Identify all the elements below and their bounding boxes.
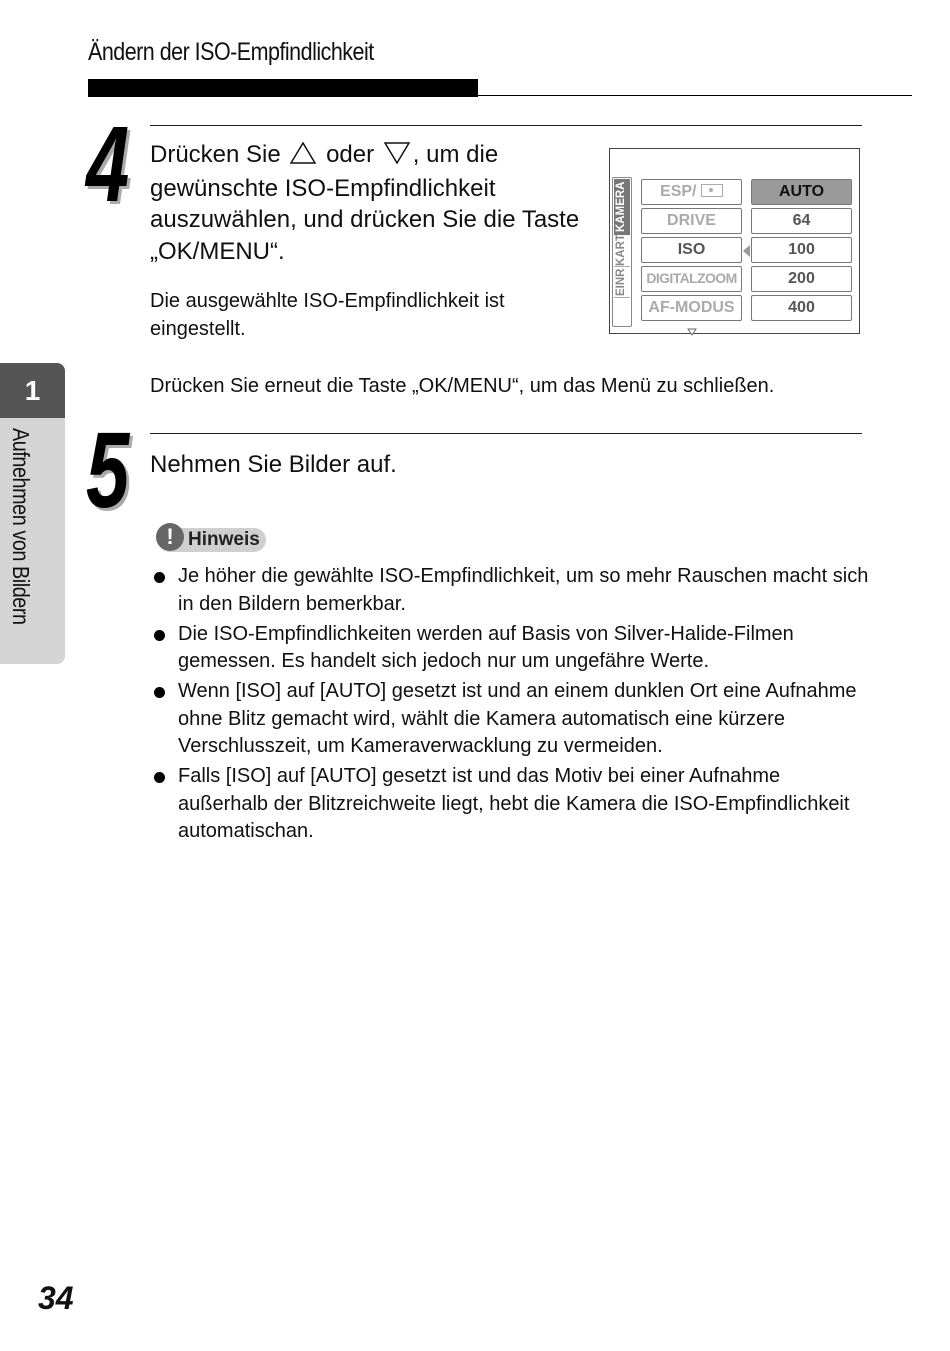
value-200: 200 (751, 266, 852, 292)
menu-item-af-modus: AF-MODUS (641, 295, 742, 321)
down-arrow-icon (384, 141, 410, 173)
menu-item-iso: ISO (641, 237, 742, 263)
step-4-instruction (150, 139, 580, 267)
menu-item-esp-label: ESP/ (660, 183, 697, 200)
menu-item-digitalzoom: DIGITALZOOM (641, 266, 742, 292)
menu-item-esp (641, 179, 742, 205)
step-4-text-part3: , um die gewünschte ISO-Empfindlichkeit auszuwählen, und drücken Sie die Taste „OK/MENU“. (150, 141, 580, 265)
tab-kamera: KAMERA (614, 179, 630, 235)
list-item: Wenn [ISO] auf [AUTO] gesetzt ist und an einem dunklen Ort eine Aufnahme ohne Blitz gemacht wird, wählt die Kamera automatisch eine kürzere Verschlusszeit, um Kameraverwacklung zu vermeiden. (150, 678, 870, 761)
camera-menu-screen (609, 148, 860, 334)
value-auto: AUTO (751, 179, 852, 205)
exclamation-icon: ! (156, 523, 184, 551)
selection-pointer-icon (743, 244, 750, 262)
chapter-label: Aufnehmen von Bildern (8, 428, 34, 625)
tab-kart: KART (614, 236, 630, 267)
step-4-rule (150, 125, 862, 126)
value-100: 100 (751, 237, 852, 263)
scroll-down-icon (687, 323, 697, 341)
step-4-text-part1: Drücken Sie (150, 141, 281, 168)
page-number: 34 (38, 1280, 74, 1316)
tab-einr: EINR (614, 267, 630, 298)
list-item: Die ISO-Empfindlichkeiten werden auf Basis von Silver-Halide-Filmen gemessen. Es handelt sich jedoch nur um ungefähre Werte. (150, 621, 870, 676)
header-rule (478, 95, 912, 96)
step-4-text-part2: oder (326, 141, 375, 168)
header-bar (88, 79, 478, 97)
page-header-title: Ändern der ISO-Empfindlichkeit (88, 38, 374, 66)
list-item: Je höher die gewählte ISO-Empfindlichkeit, um so mehr Rauschen macht sich in den Bildern bemerkbar. (150, 563, 870, 618)
value-64: 64 (751, 208, 852, 234)
value-400: 400 (751, 295, 852, 321)
step-5-rule (150, 433, 862, 434)
step-4-number: 4 (86, 103, 130, 224)
step-4-subtext: Die ausgewählte ISO-Empfindlichkeit ist eingestellt. (150, 290, 505, 340)
step-4-close-instruction: Drücken Sie erneut die Taste „OK/MENU“, um das Menü zu schließen. (150, 375, 775, 397)
step-5-instruction: Nehmen Sie Bilder auf. (150, 451, 397, 478)
hinweis-notes-list (150, 563, 870, 848)
step-5-number: 5 (86, 409, 130, 530)
menu-item-drive: DRIVE (641, 208, 742, 234)
list-item: Falls [ISO] auf [AUTO] gesetzt ist und das Motiv bei einer Aufnahme außerhalb der Blitzreichweite liegt, hebt die Kamera die ISO-Empfindlichkeit automatischan. (150, 763, 870, 846)
hinweis-label: Hinweis (188, 529, 260, 550)
spot-metering-icon (701, 184, 723, 197)
up-arrow-icon (290, 141, 316, 173)
chapter-number-tab: 1 (0, 363, 65, 418)
